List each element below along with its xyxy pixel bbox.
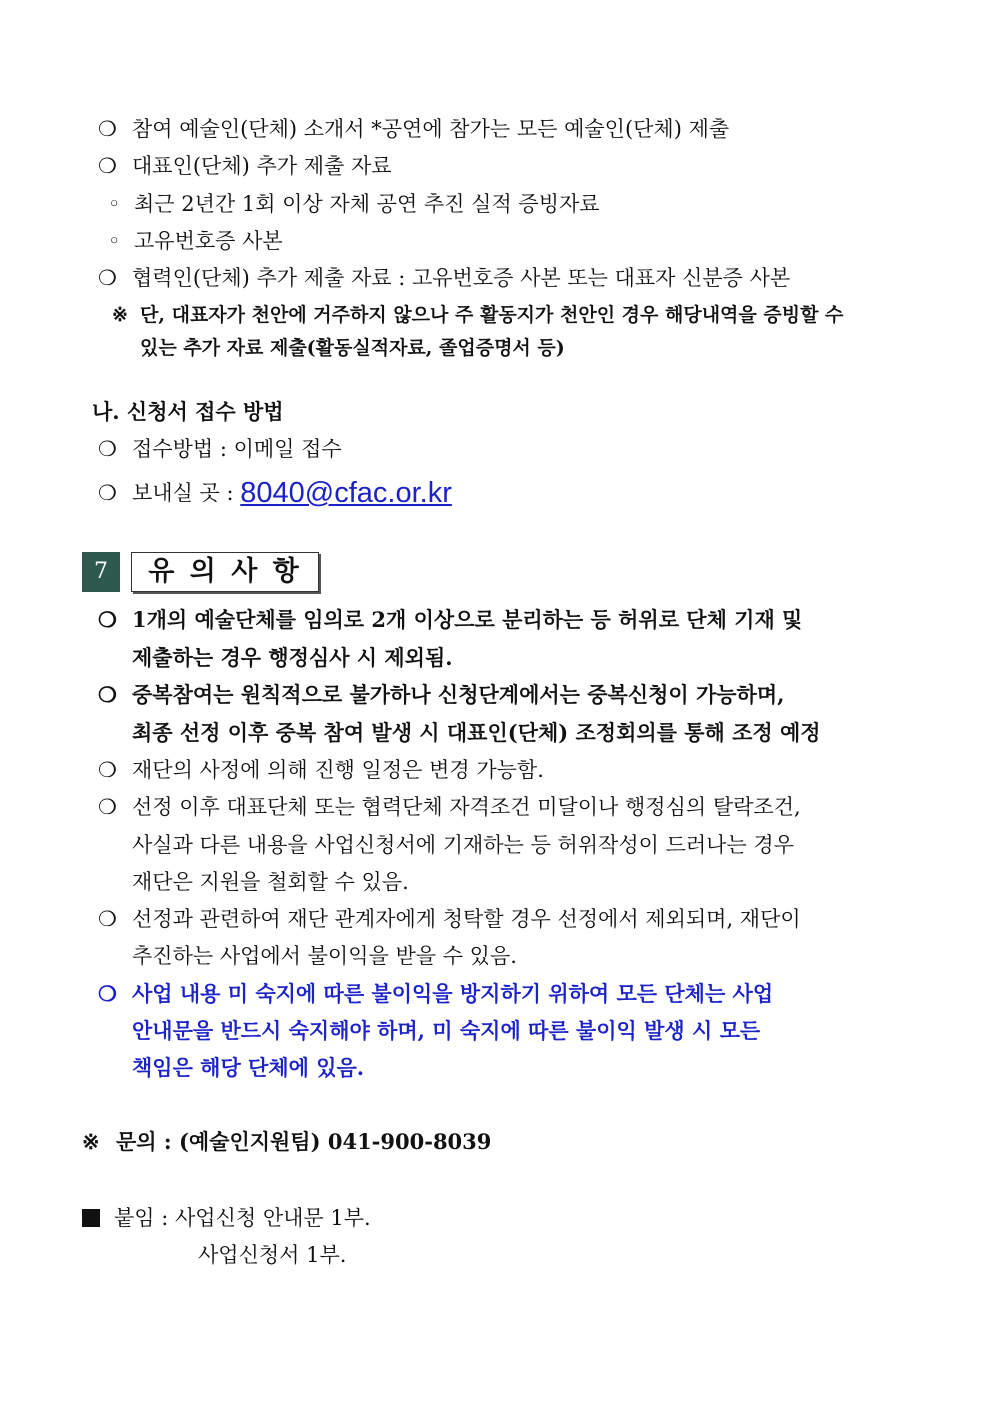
caution-item-4-cont1: 사실과 다른 내용을 사업신청서에 기재하는 등 허위작성이 드러나는 경우 [132,833,794,857]
caution-item-6-cont1: 안내문을 반드시 숙지해야 하며, 미 숙지에 따른 불이익 발생 시 모든 [132,1018,761,1043]
caution-item-3: ❍ 재단의 사정에 의해 진행 일정은 변경 가능함. [98,755,544,785]
circle-bullet-icon: ❍ [98,907,117,931]
doc-note-line1: ※ 단, 대표자가 천안에 거주하지 않으나 주 활동지가 천안인 경우 해당내역을 증빙할 수 [112,300,843,330]
small-circle-bullet-icon: ◦ [108,229,121,253]
attachments: 붙임 : 사업신청 안내문 1부. [82,1203,371,1233]
circle-bullet-icon: ❍ [98,266,117,290]
caution-item-4-cont2: 재단은 지원을 철회할 수 있음. [132,870,409,894]
circle-bullet-icon: ❍ [98,981,117,1006]
contact-info: ※ 문의 : (예술인지원팀) 041-900-8039 [82,1127,491,1157]
caution-item-4: ❍ 선정 이후 대표단체 또는 협력단체 자격조건 미달이나 행정심의 탈락조건, [98,792,801,822]
attachments-second: 사업신청서 1부. [198,1243,347,1267]
email-link[interactable]: 8040@cfac.or.kr [240,477,452,509]
caution-item-1: ❍ 1개의 예술단체를 임의로 2개 이상으로 분리하는 등 허위로 단체 기재 및 [98,605,802,635]
caution-item-1-cont: 제출하는 경우 행정심사 시 제외됨. [132,645,453,670]
caution-item-2-cont: 최종 선정 이후 중복 참여 발생 시 대표인(단체) 조정회의를 통해 조정 예정 [132,720,821,745]
circle-bullet-icon: ❍ [98,682,117,707]
caution-item-2: ❍ 중복참여는 원칙적으로 불가하나 신청단계에서는 중복신청이 가능하며, [98,680,784,710]
method-item-channel: ❍ 접수방법 : 이메일 접수 [98,434,342,464]
circle-bullet-icon: ❍ [98,481,117,505]
section-number-badge: 7 [82,552,120,592]
doc-item-partner: ❍ 협력인(단체) 추가 제출 자료 : 고유번호증 사본 또는 대표자 신분증 사본 [98,263,790,293]
doc-subitem-performance-record: ◦ 최근 2년간 1회 이상 자체 공연 추진 실적 증빙자료 [108,189,600,219]
doc-subitem-registration-copy: ◦ 고유번호증 사본 [108,226,283,256]
circle-bullet-icon: ❍ [98,117,117,141]
small-circle-bullet-icon: ◦ [108,192,121,216]
circle-bullet-icon: ❍ [98,437,117,461]
method-item-address: ❍ 보내실 곳 : 8040@cfac.or.kr [98,477,452,509]
circle-bullet-icon: ❍ [98,758,117,782]
reference-mark-icon: ※ [82,1129,100,1154]
circle-bullet-icon: ❍ [98,154,117,178]
caution-item-6: ❍ 사업 내용 미 숙지에 따른 불이익을 방지하기 위하여 모든 단체는 사업 [98,979,773,1009]
reference-mark-icon: ※ [112,304,128,326]
doc-item-introduction: ❍ 참여 예술인(단체) 소개서 *공연에 참가는 모든 예술인(단체) 제출 [98,114,729,144]
circle-bullet-icon: ❍ [98,795,117,819]
section-title: 유 의 사 항 [131,552,319,592]
caution-item-6-cont2: 책임은 해당 단체에 있음. [132,1055,365,1080]
doc-item-representative: ❍ 대표인(단체) 추가 제출 자료 [98,151,392,181]
doc-note-line2: 있는 추가 자료 제출(활동실적자료, 졸업증명서 등) [140,337,565,359]
circle-bullet-icon: ❍ [98,607,117,632]
method-heading: 나. 신청서 접수 방법 [92,399,284,424]
caution-item-5-cont: 추진하는 사업에서 불이익을 받을 수 있음. [132,944,517,968]
caution-item-5: ❍ 선정과 관련하여 재단 관계자에게 청탁할 경우 선정에서 제외되며, 재단이 [98,904,801,934]
square-bullet-icon [82,1209,100,1227]
